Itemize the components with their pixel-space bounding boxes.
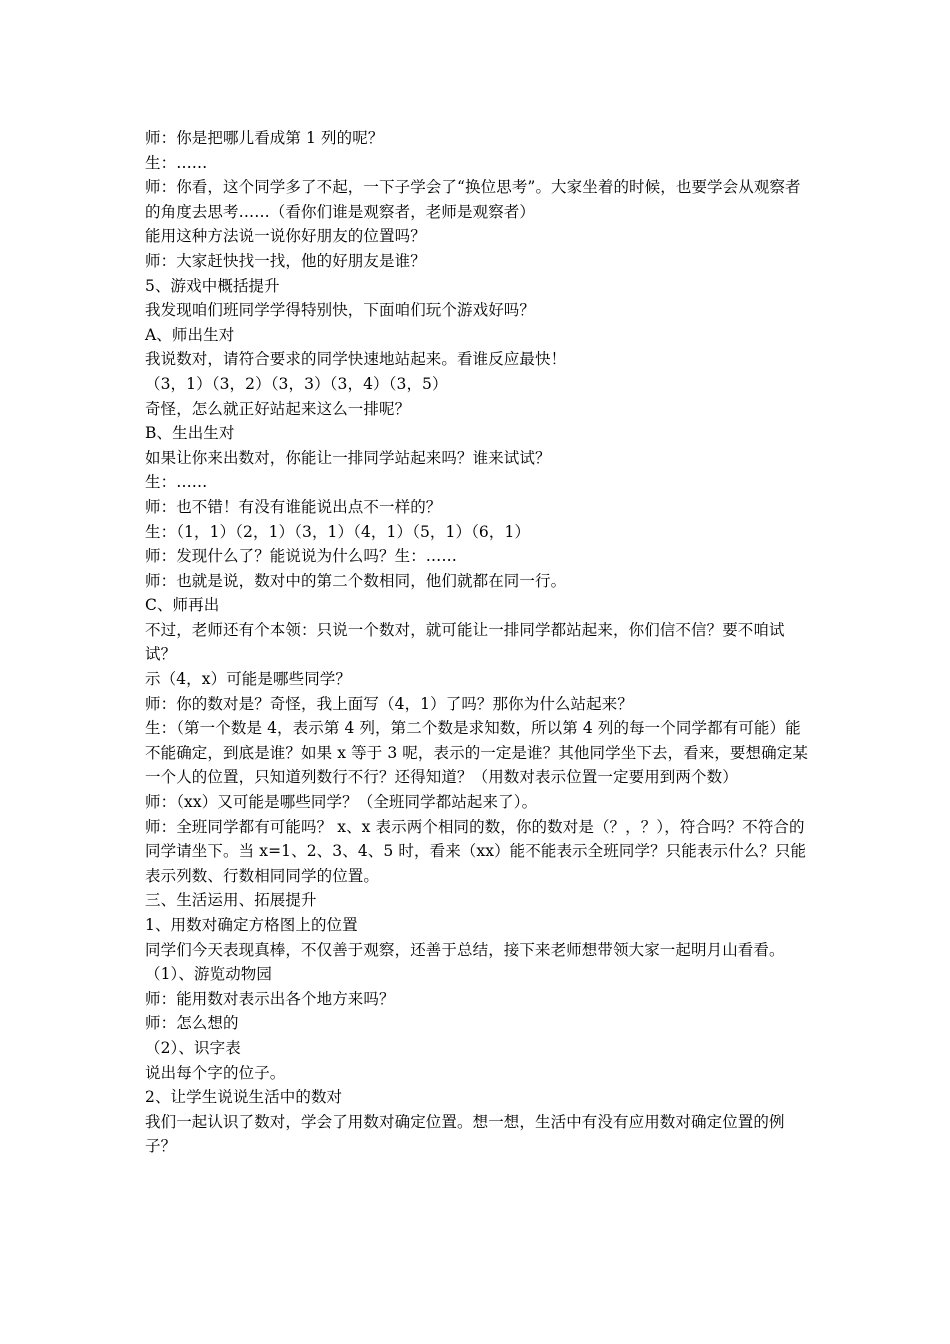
paragraph: 不过，老师还有个本领：只说一个数对，就可能让一排同学都站起来，你们信不信？要不咱试试？: [145, 620, 785, 664]
section-heading: （2）、识字表: [145, 1038, 241, 1057]
paragraph: 师：（xx）又可能是哪些同学？（全班同学都站起来了）。: [145, 793, 538, 812]
paragraph: 师：发现什么了？能说说为什么吗？生：……: [145, 547, 458, 566]
paragraph: 说出每个字的位子。: [145, 1063, 286, 1082]
section-heading: A、师出生对: [145, 325, 235, 344]
paragraph: 师：大家赶快找一找，他的好朋友是谁？: [145, 251, 426, 270]
paragraph: （3，1）（3，2）（3，3）（3，4）（3，5）: [145, 374, 448, 393]
paragraph: 师：也不错！有没有谁能说出点不一样的？: [145, 497, 442, 516]
paragraph: 示（4，x）可能是哪些同学？: [145, 670, 352, 689]
paragraph: 奇怪，怎么就正好站起来这么一排呢？: [145, 399, 411, 418]
paragraph: 师：怎么想的: [145, 1014, 239, 1033]
paragraph: 我说数对，请符合要求的同学快速地站起来。看谁反应最快！: [145, 350, 567, 369]
section-heading: 1、用数对确定方格图上的位置: [145, 916, 358, 934]
paragraph: 生：（第一个数是 4，表示第 4 列，第二个数是求知数，所以第 4 列的每一个同学都有可能）能不能确定，到底是谁？如果 x 等于 3 呢，表示的一定是谁？其他同学坐下去，看来，要想确定某一个人的位置，只知道列数行不行？还得知道？（用数对表示位置一定要用到两个数）: [145, 719, 808, 787]
section-heading: C、师再出: [145, 596, 220, 615]
paragraph: 生：（1，1）（2，1）（3，1）（4，1）（5，1）（6，1）: [145, 522, 531, 541]
paragraph: 同学们今天表现真棒，不仅善于观察，还善于总结，接下来老师想带领大家一起明月山看看。: [145, 940, 785, 959]
paragraph: 师：你是把哪儿看成第 1 列的呢？: [145, 129, 384, 147]
paragraph: 师：也就是说，数对中的第二个数相同，他们就都在同一行。: [145, 571, 567, 590]
paragraph: 师：全班同学都有可能吗？ x、x 表示两个相同的数，你的数对是（？，？），符合吗？不符合的同学请坐下。当 x=1、2、3、4、5 时，看来（xx）能不能表示全班同学？只能表示什么？只能表示列数、行数相同同学的位置。: [145, 817, 807, 885]
paragraph: 师：你的数对是？奇怪，我上面写（4，1）了吗？那你为什么站起来？: [145, 694, 633, 713]
section-heading: B、生出生对: [145, 424, 235, 443]
section-heading: 三、生活运用、拓展提升: [145, 891, 317, 910]
paragraph: 师：能用数对表示出各个地方来吗？: [145, 989, 395, 1008]
section-heading: 5、游戏中概括提升: [145, 276, 280, 295]
paragraph: 师：你看，这个同学多了不起，一下子学会了“换位思考”。大家坐着的时候，也要学会从观察者的角度去思考……（看你们谁是观察者，老师是观察者）: [145, 178, 801, 221]
section-heading: （1）、游览动物园: [145, 965, 273, 984]
paragraph: 我们一起认识了数对，学会了用数对确定位置。想一想，生活中有没有应用数对确定位置的例子？: [145, 1112, 785, 1156]
paragraph: 生：……: [145, 473, 208, 492]
section-heading: 2、让学生说说生活中的数对: [145, 1088, 343, 1107]
paragraph: 能用这种方法说一说你好朋友的位置吗？: [145, 227, 426, 246]
document-body: [145, 126, 813, 1159]
paragraph: 如果让你来出数对，你能让一排同学站起来吗？谁来试试？: [145, 448, 551, 467]
paragraph: 生：……: [145, 153, 208, 172]
paragraph: 我发现咱们班同学学得特别快，下面咱们玩个游戏好吗？: [145, 301, 536, 320]
